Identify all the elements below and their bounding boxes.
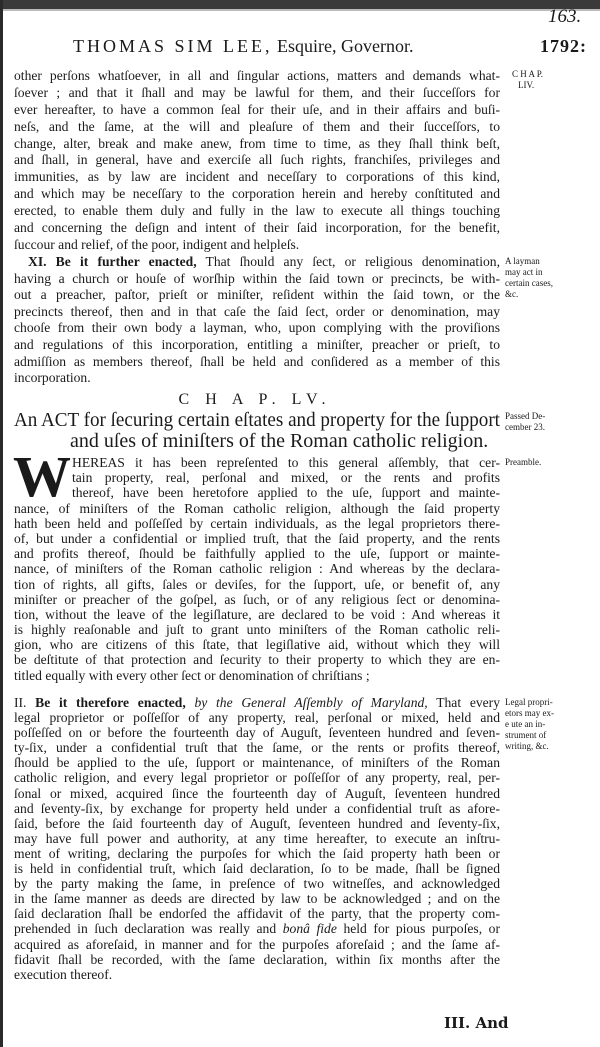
body-line: fidavit ſhall be recorded, with the ſame declaration, within ſix months after the	[14, 951, 500, 967]
note-line: Passed De-	[505, 411, 546, 421]
body-line: is held in confidential truſt, which ſaid declaration, ſo to be made, ſhall be ſigned	[14, 861, 500, 877]
body-line: is highly reaſonable and juſt to grant unto miniſters of the Roman catholic reli-	[14, 622, 500, 638]
body-line: other perſons whatſoever, in all and ſingular actions, matters and demands what-	[14, 68, 500, 83]
section-xi-first-line	[14, 254, 500, 271]
body-line: ſaid, before the ſaid fourteenth day of Auguſt, ſeventeen hundred and ſeventy-ſix,	[14, 815, 500, 831]
body-line: chooſe from their own body a layman, who, upon complying with the proviſions	[14, 320, 500, 336]
note-line: cember 23.	[505, 422, 545, 432]
body-line: be deſtitute of that protection and ſecurity to their property to which they are en-	[14, 652, 500, 668]
body-line: immunities, as by law are incident and neceſſary to corporations of this kind,	[14, 169, 500, 185]
note-line: etors may ex-	[505, 708, 554, 718]
body-line: precincts thereof, then and in that caſe the ſaid ſect, order or denomination, may	[14, 303, 500, 319]
body-line: poſſeſſed on or before the fourteenth day of Auguſt, ſeventeen hundred and ſeven-	[14, 725, 500, 741]
body-line: neſs, and the ſame, at the will and pleaſure of them and their ſucceſſors, to	[14, 118, 500, 134]
note-line: strument of	[505, 730, 547, 740]
body-line: ſhould be applied to the uſe, ſupport or maintenance, of miniſters of the Roman	[14, 755, 500, 771]
section-ii	[14, 695, 500, 982]
body-line: acquired as aforeſaid, in manner and for the purpoſes aforeſaid ; and the ſame af-	[14, 936, 500, 952]
enacting-clause: by the General Aſſembly of Maryland,	[194, 695, 428, 710]
body-line: admiſſion as members thereof, ſhall be held and conſidered as a member of this	[14, 353, 500, 369]
scan-left-border	[0, 0, 3, 1047]
latin-phrase: bonâ fide	[282, 921, 337, 937]
note-line: A layman	[505, 256, 540, 266]
body-line: change, alter, break and make anew, from time to time, as they ſhall think beſt,	[14, 135, 500, 151]
body-line: incorporation.	[14, 370, 91, 386]
preamble-paragraph	[14, 455, 500, 683]
body-line: catholic religion, and every legal proprietor or poſſeſſor of any property, real, per-	[14, 770, 500, 786]
body-line: ment of writing, declaring the purpoſes for which the ſaid property hath been or	[14, 845, 500, 861]
body-line: and which may be neceſſary to the corporation herein and hereby conſtituted and	[14, 186, 500, 202]
body-line: tion of rights, all gifts, ſales or deviſes, for the ſupport, uſe, or benefit of, any	[14, 576, 500, 592]
body-line: tion, without the leave of the legiſlature, are declared to be void : And whereas it	[14, 606, 500, 622]
body-line: tain property, real, perſonal and mixed, or the rents and profits	[72, 470, 500, 486]
catchword: III. And	[444, 1014, 509, 1032]
section-xi	[14, 254, 500, 387]
header-name: THOMAS SIM LEE,	[73, 36, 273, 56]
section-ii-first-line	[14, 695, 500, 710]
margin-note-chap-liv	[512, 69, 543, 91]
body-line: of, but under a confidential or implied truſt, that the ſaid property, and the rents	[14, 530, 500, 546]
line-text: prehended in ſuch declaration was really and	[14, 921, 277, 937]
drop-cap: W	[13, 444, 71, 509]
page-edge	[0, 9, 600, 11]
line-text: held for pious purpoſes, or	[343, 921, 500, 937]
body-line: ſuccour and relief, of the poor, indigent and helpleſs.	[14, 236, 300, 252]
section-ii-lead: Be it therefore enacted,	[35, 695, 186, 710]
body-line: and profits thereof, ſhould be faithfully applied to the uſe, ſupport or mainte-	[14, 546, 500, 562]
body-line: legal proprietor or poſſeſſor of any property, real, perſonal or mixed, held and	[14, 710, 500, 726]
body-line: titled equally with every other ſect or denomination of chriſtians ;	[14, 667, 370, 683]
body-line: and concerning the deſign and intent of their ſaid incorporation, for the benefit,	[14, 220, 500, 236]
margin-note-passed	[505, 411, 545, 433]
body-line: and regulations of this incorporation, entitling a miniſter, preacher or prieſt, to	[14, 336, 500, 352]
body-line: and ſeventy-ſix, by exchange for property held under a confidential truſt as afore-	[14, 800, 500, 816]
body-line: and ſhall, in general, have and exerciſe all ſuch rights, franchiſes, privileges and	[14, 152, 500, 168]
note-line: e ute an in-	[505, 719, 546, 729]
body-line: out a preacher, paſtor, prieſt or miniſter, reſident within the ſaid town, or the	[14, 287, 500, 303]
act-title-line-2: and uſes of miniſters of the Roman catholic religion.	[70, 430, 489, 452]
body-line: thereof, have been heretofore applied to the uſe, ſupport and mainte-	[72, 485, 500, 501]
body-line: may have full power and authority, at any time hereafter, to execute an inſtru-	[14, 830, 500, 846]
note-line: may act in	[505, 267, 543, 277]
body-line: ſaid declaration ſhall be endorſed the affidavit of the party, that the property com-	[14, 906, 500, 922]
note-line: C H A P.	[512, 69, 544, 79]
body-line: nance, of miniſters of the Roman catholic religion : And whereas by the declara-	[14, 561, 500, 577]
body-line: miniſter or preacher of the goſpel, as ſuch, or of any religious ſect or denomina-	[14, 591, 500, 607]
section-xi-lead: XI. Be it further enacted,	[28, 254, 197, 269]
body-line: nance, of miniſters of the Roman catholic religion, although the ſaid property	[14, 500, 500, 516]
body-line: hath been held and poſſeſſed by certain individuals, as the legal proprietors there-	[14, 515, 500, 531]
note-line: Legal propri-	[505, 697, 553, 707]
body-line	[14, 921, 500, 936]
section-number: II.	[14, 695, 27, 710]
act-title-line-1: An ACT for ſecuring certain eſtates and property for the ſupport	[14, 409, 500, 431]
margin-note-legal-proprietors	[505, 697, 554, 752]
body-line: ty-ſix, under a confidential truſt that the ſame, or the rents or profits thereof,	[14, 740, 500, 756]
line-text: That ſhould any ſect, or religious denomination,	[205, 254, 500, 269]
paragraph-continuation	[14, 68, 500, 254]
margin-note-preamble	[505, 457, 541, 468]
body-line: ſoever ; and that it ſhall and may be lawful for them, and their ſucceſſors for	[14, 84, 500, 100]
body-line: ſonal or mixed, acquired ſince the fourteenth day of Auguſt, ſeventeen hundred	[14, 785, 500, 801]
body-line: HEREAS it has been repreſented to this general aſſembly, that cer-	[72, 455, 500, 470]
body-line: erected, to enable them duly and fully in the law to execute all things touching	[14, 203, 500, 219]
body-line: in the ſame manner as deeds are directed by law to be acknowledged ; and on the	[14, 891, 500, 907]
body-line: execution thereof.	[14, 966, 113, 982]
note-line: &c.	[505, 289, 519, 299]
body-line: gion, who are citizens of this ſtate, that legiſlative aid, without which they will	[14, 637, 500, 653]
margin-note-layman	[505, 256, 553, 300]
note-line: writing, &c.	[505, 741, 549, 751]
chapter-heading: C H A P. LV.	[178, 391, 332, 408]
line-text: That every	[436, 695, 501, 710]
scan-top-border	[0, 0, 600, 9]
note-line: certain cases,	[505, 278, 553, 288]
body-line: ever hereafter, to have a common ſeal for their uſe, and in their affairs and buſi-	[14, 101, 500, 117]
note-line: Preamble.	[505, 457, 542, 467]
running-header	[73, 36, 413, 57]
header-title: Esquire, Governor.	[277, 36, 414, 56]
page-number: 163.	[548, 6, 582, 27]
note-line: LIV.	[518, 80, 535, 90]
body-line: by the party making the ſame, in preſence of two witneſſes, and acknowledged	[14, 876, 500, 892]
body-line: having a church or houſe of worſhip within the ſaid town or precincts, be with-	[14, 270, 500, 286]
header-year: 1792:	[540, 36, 587, 56]
